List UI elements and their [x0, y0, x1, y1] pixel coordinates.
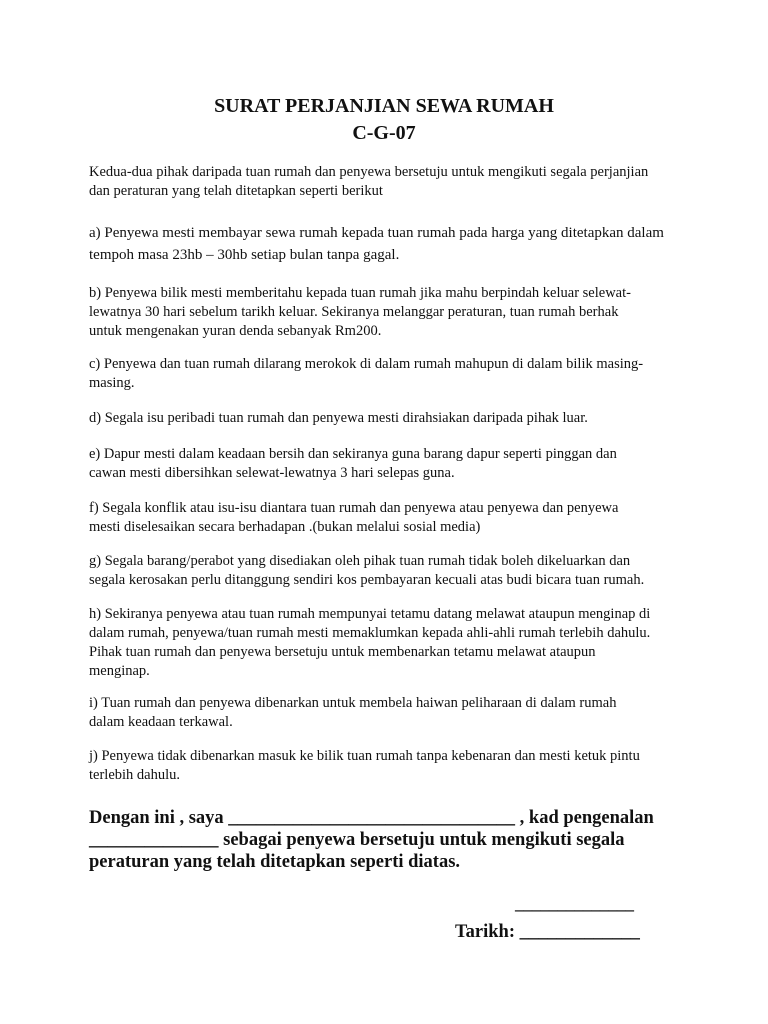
document-code: C-G-07 [352, 122, 416, 144]
clause-a: a) Penyewa mesti membayar sewa rumah kepada tuan rumah pada harga yang ditetapkan dalam tempoh masa 23hb – 30hb setiap bulan tanpa gagal. [89, 225, 664, 263]
declaration-paragraph: Dengan ini , saya _______________________________ , kad pengenalan ______________ sebagai penyewa bersetuju untuk mengikuti segala peraturan yang telah ditetapkan seperti diatas. [89, 808, 654, 872]
date-field: Tarikh: _____________ [455, 922, 640, 942]
clause-f: f) Segala konflik atau isu-isu diantara tuan rumah dan penyewa atau penyewa dan penyewa mesti diselesaikan secara berhadapan .(bukan melalui sosial media) [89, 500, 619, 535]
clause-h: h) Sekiranya penyewa atau tuan rumah mempunyai tetamu datang melawat ataupun menginap di dalam rumah, penyewa/tuan rumah mesti memaklumkan kepada ahli-ahli rumah terlebih dahulu. Pihak tuan rumah dan penyewa bersetuju untuk membenarkan tetamu melawat ataupun menginap. [89, 606, 651, 679]
clause-j: j) Penyewa tidak dibenarkan masuk ke bilik tuan rumah tanpa kebenaran dan mesti ketuk pintu terlebih dahulu. [89, 748, 640, 783]
clause-c: c) Penyewa dan tuan rumah dilarang merokok di dalam rumah mahupun di dalam bilik masing- masing. [89, 356, 644, 391]
clause-g: g) Segala barang/perabot yang disediakan oleh pihak tuan rumah tidak boleh dikeluarkan dan segala kerosakan perlu ditanggung sendiri kos pembayaran kecuali atas budi bicara tuan rumah. [89, 553, 645, 588]
signature-line: ______________ [515, 894, 634, 913]
intro-paragraph: Kedua-dua pihak daripada tuan rumah dan penyewa bersetuju untuk mengikuti segala perjanjian dan peraturan yang telah ditetapkan seperti berikut [89, 164, 649, 199]
clause-i: i) Tuan rumah dan penyewa dibenarkan untuk membela haiwan peliharaan di dalam rumah dalam keadaan terkawal. [89, 695, 617, 730]
clause-b: b) Penyewa bilik mesti memberitahu kepada tuan rumah jika mahu berpindah keluar selewat- lewatnya 30 hari sebelum tarikh keluar. Sekiranya melanggar peraturan, tuan rumah berhak untuk mengenakan yuran denda sebanyak Rm200. [89, 285, 631, 339]
clause-e: e) Dapur mesti dalam keadaan bersih dan sekiranya guna barang dapur seperti pinggan dan cawan mesti dibersihkan selewat-lewatnya 3 hari selepas guna. [89, 446, 617, 481]
document-title: SURAT PERJANJIAN SEWA RUMAH [214, 95, 554, 117]
clause-d: d) Segala isu peribadi tuan rumah dan penyewa mesti dirahsiakan daripada pihak luar. [89, 410, 588, 426]
